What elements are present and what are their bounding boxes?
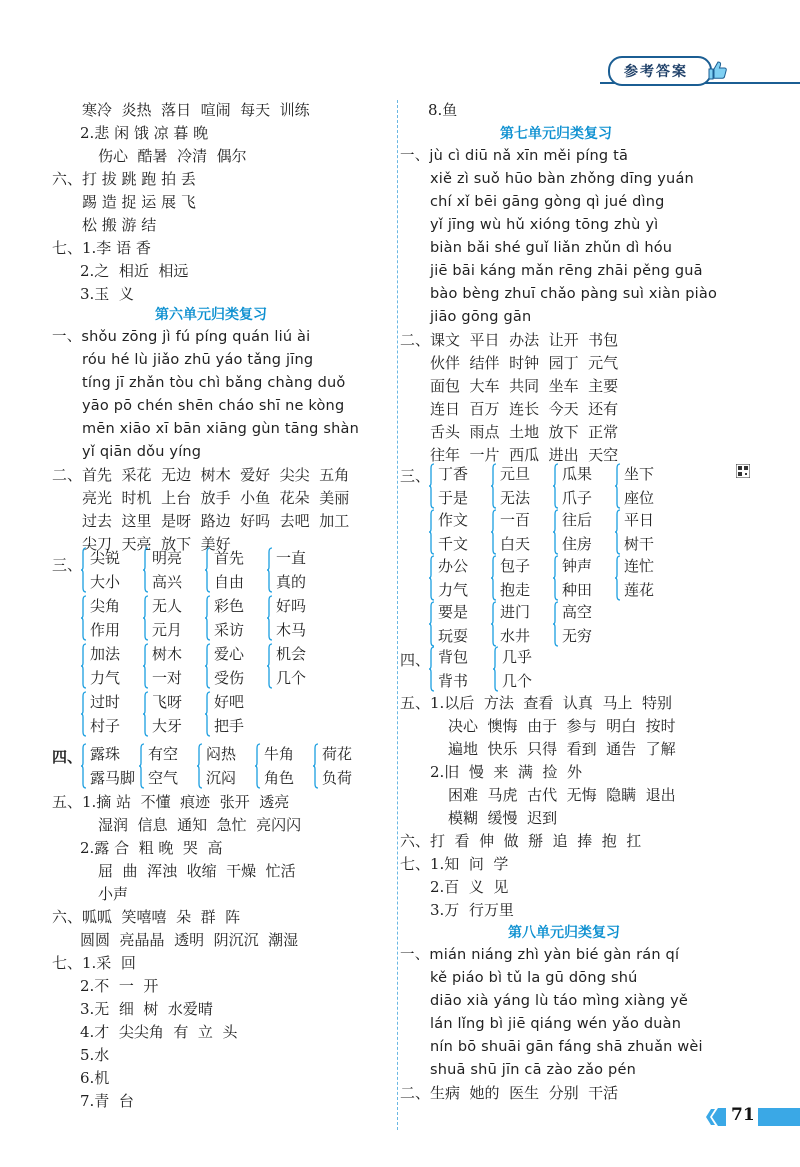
pair-word: 真的 bbox=[276, 573, 307, 591]
pair-word: 几个 bbox=[276, 669, 307, 687]
pair-word: 无穷 bbox=[562, 627, 593, 645]
pair-word: 沉闷 bbox=[206, 769, 237, 787]
answer-line: 7.青 台 bbox=[80, 1092, 134, 1110]
word-pair bbox=[148, 742, 178, 790]
brace-icon bbox=[553, 601, 559, 647]
pair-word: 作文 bbox=[438, 511, 469, 529]
word-pair bbox=[438, 645, 468, 693]
pair-word: 于是 bbox=[438, 489, 469, 507]
brace-icon bbox=[491, 509, 497, 555]
word-pair bbox=[276, 546, 306, 594]
brace-icon bbox=[267, 547, 273, 593]
pinyin-line: yǐ jīng wù hǔ xióng tōng zhù yì bbox=[430, 217, 659, 233]
pinyin-line: 一、mián niáng zhì yàn bié gàn rán qí bbox=[400, 947, 680, 963]
word-pair bbox=[562, 508, 592, 556]
answer-line: 过去 这里 是呀 路边 好吗 去吧 加工 bbox=[82, 512, 350, 530]
pair-word: 平日 bbox=[624, 511, 655, 529]
pair-word: 负荷 bbox=[322, 769, 353, 787]
brace-icon bbox=[615, 555, 621, 601]
brace-icon bbox=[553, 555, 559, 601]
answer-line: 2.露 合 粗 晚 哭 高 bbox=[80, 839, 223, 857]
answer-line: 往年 一片 西瓜 进出 天空 bbox=[430, 446, 619, 464]
answer-line: 五、1.摘 站 不懂 痕迹 张开 透亮 bbox=[52, 793, 290, 811]
brace-icon bbox=[143, 691, 149, 737]
pair-word: 力气 bbox=[90, 669, 121, 687]
answer-line: 七、1.知 问 学 bbox=[400, 855, 509, 873]
pinyin-line: jiāo gōng gān bbox=[430, 309, 532, 325]
answer-line: 连日 百万 连长 今天 还有 bbox=[430, 400, 619, 418]
brace-icon bbox=[615, 509, 621, 555]
pair-word: 大小 bbox=[90, 573, 121, 591]
pair-word: 高兴 bbox=[152, 573, 183, 591]
answer-line: 6.机 bbox=[80, 1069, 110, 1087]
word-pair bbox=[214, 642, 244, 690]
answer-line: 4.才 尖尖角 有 立 头 bbox=[80, 1023, 238, 1041]
brace-icon bbox=[205, 547, 211, 593]
pair-word: 空气 bbox=[148, 769, 179, 787]
pair-word: 抱走 bbox=[500, 581, 531, 599]
word-pair bbox=[90, 690, 120, 738]
answer-line: 湿润 信息 通知 急忙 亮闪闪 bbox=[98, 816, 302, 834]
answer-line: 小声 bbox=[98, 885, 129, 903]
pair-word: 采访 bbox=[214, 621, 245, 639]
pinyin-line: shuā shū jīn cā zào zǎo pén bbox=[430, 1062, 636, 1078]
unit8-title: 第八单元归类复习 bbox=[508, 925, 620, 941]
word-pair bbox=[562, 600, 592, 648]
word-pair bbox=[500, 462, 530, 510]
pair-word: 受伤 bbox=[214, 669, 245, 687]
answer-line: 2.之 相近 相远 bbox=[80, 262, 189, 280]
word-pair bbox=[214, 546, 244, 594]
pair-word: 进门 bbox=[500, 603, 531, 621]
answer-line: 六、呱呱 笑嘻嘻 朵 群 阵 bbox=[52, 908, 241, 926]
pair-word: 机会 bbox=[276, 645, 307, 663]
pair-word: 树木 bbox=[152, 645, 183, 663]
pair-word: 要是 bbox=[438, 603, 469, 621]
pair-word: 首先 bbox=[214, 549, 245, 567]
word-pair bbox=[90, 546, 120, 594]
word-pair bbox=[500, 508, 530, 556]
brace-icon bbox=[81, 595, 87, 641]
pair-word: 千文 bbox=[438, 535, 469, 553]
pair-word: 无人 bbox=[152, 597, 183, 615]
pair-word: 住房 bbox=[562, 535, 593, 553]
pinyin-line: chí xǐ bēi gāng gòng qì jué dìng bbox=[430, 194, 665, 210]
pinyin-line: jiē bāi káng mǎn rēng zhāi pěng guā bbox=[430, 263, 703, 279]
pair-word: 高空 bbox=[562, 603, 593, 621]
answer-line: 困难 马虎 古代 无悔 隐瞒 退出 bbox=[448, 786, 676, 804]
pinyin-line: nín bō shuāi gān fáng shā zhuǎn wèi bbox=[430, 1039, 703, 1055]
pair-word: 过时 bbox=[90, 693, 121, 711]
brace-icon bbox=[491, 463, 497, 509]
answer-line: 模糊 缓慢 迟到 bbox=[448, 809, 558, 827]
pair-word: 爪子 bbox=[562, 489, 593, 507]
word-pair bbox=[438, 600, 468, 648]
answer-line: 2.百 义 见 bbox=[430, 878, 509, 896]
word-pair bbox=[562, 554, 592, 602]
brace-icon bbox=[205, 595, 211, 641]
pair-word: 几乎 bbox=[502, 648, 533, 666]
pair-word: 闷热 bbox=[206, 745, 237, 763]
brace-icon bbox=[429, 601, 435, 647]
pair-word: 种田 bbox=[562, 581, 593, 599]
brace-icon bbox=[81, 547, 87, 593]
pinyin-line: yāo pō chén shēn cháo shī ne kòng bbox=[82, 398, 345, 414]
answer-line: 松 搬 游 结 bbox=[82, 216, 157, 234]
word-pair bbox=[624, 554, 654, 602]
pair-word: 一直 bbox=[276, 549, 307, 567]
answer-line: 尖刀 天亮 放下 美好 bbox=[82, 535, 231, 553]
pair-word: 背包 bbox=[438, 648, 469, 666]
pair-word: 往后 bbox=[562, 511, 593, 529]
pair-word: 力气 bbox=[438, 581, 469, 599]
pinyin-line: xiě zì suǒ hūo bàn zhǒng dīng yuán bbox=[430, 171, 694, 187]
answer-line: 5.水 bbox=[80, 1046, 110, 1064]
answer-line: 亮光 时机 上台 放手 小鱼 花朵 美丽 bbox=[82, 489, 350, 507]
pair-word: 荷花 bbox=[322, 745, 353, 763]
pair-word: 莲花 bbox=[624, 581, 655, 599]
section-label: 三、 bbox=[52, 556, 83, 574]
pair-word: 自由 bbox=[214, 573, 245, 591]
pair-word: 好吗 bbox=[276, 597, 307, 615]
pair-word: 丁香 bbox=[438, 465, 469, 483]
pair-word: 尖锐 bbox=[90, 549, 121, 567]
brace-icon bbox=[429, 509, 435, 555]
word-pair bbox=[438, 554, 468, 602]
pinyin-line: lán lǐng bì jiē qiáng wén yǎo duàn bbox=[430, 1016, 682, 1032]
pair-word: 瓜果 bbox=[562, 465, 593, 483]
brace-icon bbox=[553, 463, 559, 509]
answer-line: 遍地 快乐 只得 看到 通告 了解 bbox=[448, 740, 676, 758]
answer-line: 面包 大车 共同 坐车 主要 bbox=[430, 377, 619, 395]
brace-icon bbox=[429, 646, 435, 692]
answer-line: 五、1.以后 方法 查看 认真 马上 特别 bbox=[400, 694, 672, 712]
pair-word: 村子 bbox=[90, 717, 121, 735]
word-pair bbox=[214, 594, 244, 642]
answer-line: 寒冷 炎热 落日 喧闹 每天 训练 bbox=[82, 101, 310, 119]
pair-word: 一百 bbox=[500, 511, 531, 529]
page-number: 71 bbox=[731, 1105, 755, 1125]
pair-word: 作用 bbox=[90, 621, 121, 639]
word-pair bbox=[214, 690, 244, 738]
pair-word: 玩耍 bbox=[438, 627, 469, 645]
pinyin-line: mēn xiāo xī bān xiāng gùn tāng shàn bbox=[82, 421, 360, 437]
word-pair bbox=[264, 742, 294, 790]
pair-word: 飞呀 bbox=[152, 693, 183, 711]
word-pair bbox=[624, 462, 654, 510]
pair-word: 露珠 bbox=[90, 745, 121, 763]
brace-icon bbox=[205, 643, 211, 689]
pair-word: 坐下 bbox=[624, 465, 655, 483]
pair-word: 无法 bbox=[500, 489, 531, 507]
pair-word: 大牙 bbox=[152, 717, 183, 735]
pair-word: 加法 bbox=[90, 645, 121, 663]
brace-icon bbox=[553, 509, 559, 555]
pair-word: 牛角 bbox=[264, 745, 295, 763]
pair-word: 几个 bbox=[502, 672, 533, 690]
brace-icon bbox=[255, 743, 261, 789]
brace-icon bbox=[491, 601, 497, 647]
pair-word: 水井 bbox=[500, 627, 531, 645]
pair-word: 元旦 bbox=[500, 465, 531, 483]
pair-word: 座位 bbox=[624, 489, 655, 507]
answer-line: 二、首先 采花 无边 树木 爱好 尖尖 五角 bbox=[52, 466, 350, 484]
pair-word: 把手 bbox=[214, 717, 245, 735]
pinyin-line: 一、shǒu zōng jì fú píng quán liú ài bbox=[52, 329, 311, 345]
pinyin-line: diāo xià yáng lù táo mìng xiàng yě bbox=[430, 993, 689, 1009]
brace-icon bbox=[143, 595, 149, 641]
word-pair bbox=[90, 642, 120, 690]
pair-word: 办公 bbox=[438, 557, 469, 575]
answer-line: 舌头 雨点 土地 放下 正常 bbox=[430, 423, 619, 441]
pair-word: 明亮 bbox=[152, 549, 183, 567]
pair-word: 爱心 bbox=[214, 645, 245, 663]
pinyin-line: tíng jī zhǎn tòu chì bǎng chàng duǒ bbox=[82, 375, 346, 391]
pair-word: 包子 bbox=[500, 557, 531, 575]
answer-line: 二、生病 她的 医生 分别 干活 bbox=[400, 1084, 619, 1102]
answer-line: 2.悲 闲 饿 凉 暮 晚 bbox=[80, 124, 209, 142]
answer-badge bbox=[608, 56, 712, 86]
brace-icon bbox=[81, 743, 87, 789]
pair-word: 连忙 bbox=[624, 557, 655, 575]
word-pair bbox=[438, 508, 468, 556]
section-label: 四、 bbox=[52, 748, 83, 766]
brace-icon bbox=[197, 743, 203, 789]
pinyin-line: biàn bǎi shé guǐ liǎn zhǔn dì hóu bbox=[430, 240, 673, 256]
section-label: 四、 bbox=[400, 651, 431, 669]
brace-icon bbox=[267, 595, 273, 641]
pair-word: 元月 bbox=[152, 621, 183, 639]
column-divider bbox=[397, 100, 398, 1130]
pinyin-line: 一、jù cì diū nǎ xīn měi píng tā bbox=[400, 148, 629, 164]
brace-icon bbox=[491, 555, 497, 601]
pair-word: 角色 bbox=[264, 769, 295, 787]
pair-word: 彩色 bbox=[214, 597, 245, 615]
word-pair bbox=[206, 742, 236, 790]
pair-word: 木马 bbox=[276, 621, 307, 639]
brace-icon bbox=[429, 463, 435, 509]
word-pair bbox=[90, 742, 135, 790]
answer-line: 七、1.李 语 香 bbox=[52, 239, 151, 257]
answer-line: 3.玉 义 bbox=[80, 285, 134, 303]
brace-icon bbox=[615, 463, 621, 509]
pinyin-line: róu hé lù jiǎo zhū yáo tǎng jīng bbox=[82, 352, 314, 368]
answer-line: 决心 懊悔 由于 参与 明白 按时 bbox=[448, 717, 676, 735]
pair-word: 好吧 bbox=[214, 693, 245, 711]
word-pair bbox=[624, 508, 654, 556]
answer-line: 屈 曲 浑浊 收缩 干燥 忙活 bbox=[98, 862, 296, 880]
word-pair bbox=[322, 742, 352, 790]
word-pair bbox=[276, 642, 306, 690]
pinyin-line: bào bèng zhuī chǎo pàng suì xiàn piào bbox=[430, 286, 718, 302]
pair-word: 树干 bbox=[624, 535, 655, 553]
qr-code-icon bbox=[736, 464, 750, 478]
pinyin-line: kě piáo bì tǔ la gū dōng shú bbox=[430, 970, 638, 986]
word-pair bbox=[152, 594, 182, 642]
pair-word: 一对 bbox=[152, 669, 183, 687]
pinyin-line: yǐ qiān dǒu yíng bbox=[82, 444, 202, 460]
brace-icon bbox=[429, 555, 435, 601]
brace-icon bbox=[81, 691, 87, 737]
section-label: 三、 bbox=[400, 467, 431, 485]
word-pair bbox=[500, 554, 530, 602]
word-pair bbox=[562, 462, 592, 510]
brace-icon bbox=[493, 646, 499, 692]
brace-icon bbox=[267, 643, 273, 689]
answer-line: 二、课文 平日 办法 让开 书包 bbox=[400, 331, 619, 349]
answer-line: 2.旧 慢 来 满 捡 外 bbox=[430, 763, 582, 781]
pair-word: 白天 bbox=[500, 535, 531, 553]
pair-word: 尖角 bbox=[90, 597, 121, 615]
thumbs-up-icon bbox=[706, 60, 728, 80]
answer-line: 七、1.采 回 bbox=[52, 954, 136, 972]
answer-line: 2.不 一 开 bbox=[80, 977, 159, 995]
answer-line: 伙伴 结伴 时钟 园丁 元气 bbox=[430, 354, 619, 372]
word-pair bbox=[152, 642, 182, 690]
brace-icon bbox=[139, 743, 145, 789]
answer-line: 六、打 拔 跳 跑 拍 丢 bbox=[52, 170, 196, 188]
brace-icon bbox=[313, 743, 319, 789]
word-pair bbox=[90, 594, 120, 642]
word-pair bbox=[276, 594, 306, 642]
unit6-title: 第六单元归类复习 bbox=[155, 307, 267, 323]
answer-line: 3.万 行万里 bbox=[430, 901, 514, 919]
word-pair bbox=[502, 645, 532, 693]
brace-icon bbox=[81, 643, 87, 689]
pair-word: 钟声 bbox=[562, 557, 593, 575]
unit7-title: 第七单元归类复习 bbox=[500, 126, 612, 142]
answer-line: 8.鱼 bbox=[428, 101, 458, 119]
brace-icon bbox=[143, 643, 149, 689]
answer-line: 3.无 细 树 水爱晴 bbox=[80, 1000, 213, 1018]
pair-word: 露马脚 bbox=[90, 769, 136, 787]
word-pair bbox=[438, 462, 468, 510]
answer-line: 六、打 看 伸 做 掰 追 捧 抱 扛 bbox=[400, 832, 642, 850]
brace-icon bbox=[205, 691, 211, 737]
brace-icon bbox=[143, 547, 149, 593]
answer-line: 伤心 酷暑 冷清 偶尔 bbox=[98, 147, 247, 165]
word-pair bbox=[152, 546, 182, 594]
pair-word: 背书 bbox=[438, 672, 469, 690]
answer-line: 踢 造 捉 运 展 飞 bbox=[82, 193, 196, 211]
word-pair bbox=[152, 690, 182, 738]
pair-word: 有空 bbox=[148, 745, 179, 763]
answer-line: 圆圆 亮晶晶 透明 阴沉沉 潮湿 bbox=[80, 931, 299, 949]
answer-badge-label: 参考答案 bbox=[624, 64, 688, 80]
word-pair bbox=[500, 600, 530, 648]
